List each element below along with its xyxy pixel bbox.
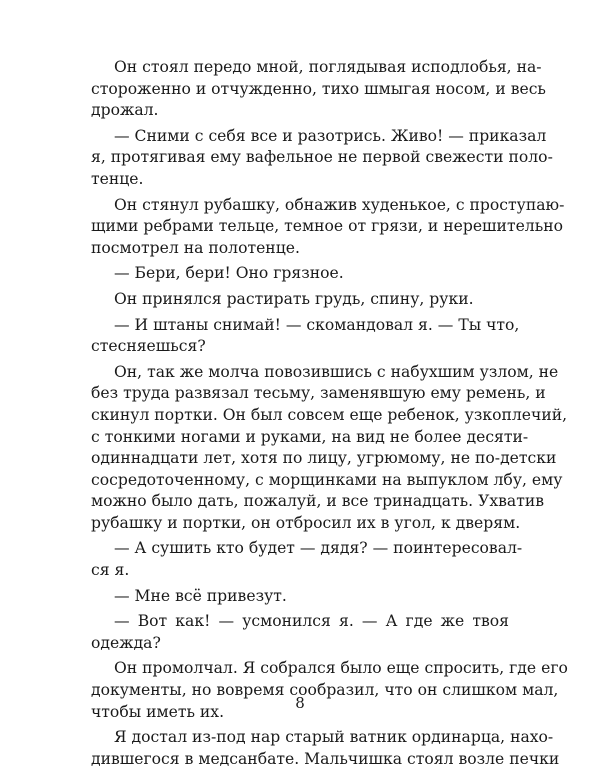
text-line: рубашку и портки, он отбросил их в угол, к дверям. [91,513,521,532]
text-line: — И штаны снимай! — скомандовал я. — Ты что, [114,315,520,334]
text-line: — Бери, бери! Оно грязное. [114,264,344,283]
text-line: — Мне всё привезут. [114,586,287,605]
text-line: Я достал из-под нар старый ватник ординарца, нахо- [114,728,554,747]
paragraph [91,263,509,285]
paragraph [91,658,568,723]
text-line: дившегося в медсанбате. Мальчишка стоял возле печки [91,749,560,768]
paragraph [91,611,509,654]
text-line: тенце. [91,169,144,188]
text-line: я, протягивая ему вафельное не первой свежести поло- [91,148,553,167]
text-line: — А сушить кто будет — дядя? — поинтересовал- [114,539,523,558]
text-line: с тонкими ногами и руками, на вид не более десяти- [91,427,529,446]
paragraph [91,57,546,122]
text-line: Он стянул рубашку, обнажив худенькое, с проступаю- [114,195,565,214]
paragraph [91,586,509,608]
text-line: — Сними с себя все и разотрись. Живо! — приказал [114,126,547,145]
text-line: стороженно и отчужденно, тихо шмыгая носом, и весь [91,79,546,98]
paragraph [91,289,509,311]
text-line: сосредоточенному, с морщинками на выпуклом лбу, ему [91,470,563,489]
text-line: щими ребрами тельце, темное от грязи, и нерешительно [91,217,563,236]
text-line: Он принялся растирать грудь, спину, руки. [114,289,474,308]
text-line: ся я. [91,561,130,580]
text-line: одиннадцати лет, хотя по лицу, угрюмому, не по-детски [91,449,557,468]
text-line: можно было дать, пожалуй, и все тринадцать. Ухватив [91,492,545,511]
paragraph [91,195,565,260]
text-line: дрожал. [91,101,159,120]
text-line: стесняешься? [91,337,206,356]
paragraph [91,538,523,581]
paragraph [91,362,568,535]
paragraph [91,126,553,191]
body-text [91,57,568,770]
paragraph [91,315,520,358]
text-line: одежда? [91,633,161,652]
text-line: документы, но вовремя сообразил, что он слишком мал, [91,681,559,700]
text-line: чтобы иметь их. [91,702,225,721]
text-line: посмотрел на полотенце. [91,238,300,257]
text-line: Он промолчал. Я собрался было еще спросить, где его [114,659,568,678]
text-line: Он стоял передо мной, поглядывая исподлобья, на- [114,58,542,76]
text-line: — Вот как! — усмонился я. — А где же твоя [114,612,509,631]
text-line: скинул портки. Он был совсем еще ребенок, узкоплечий, [91,405,568,424]
text-line: без труда развязал тесьму, заменявшую ему ремень, и [91,384,546,403]
page-number: 8 [295,694,305,712]
text-line: Он, так же молча повозившись с набухшим узлом, не [114,362,559,381]
paragraph [91,727,560,770]
